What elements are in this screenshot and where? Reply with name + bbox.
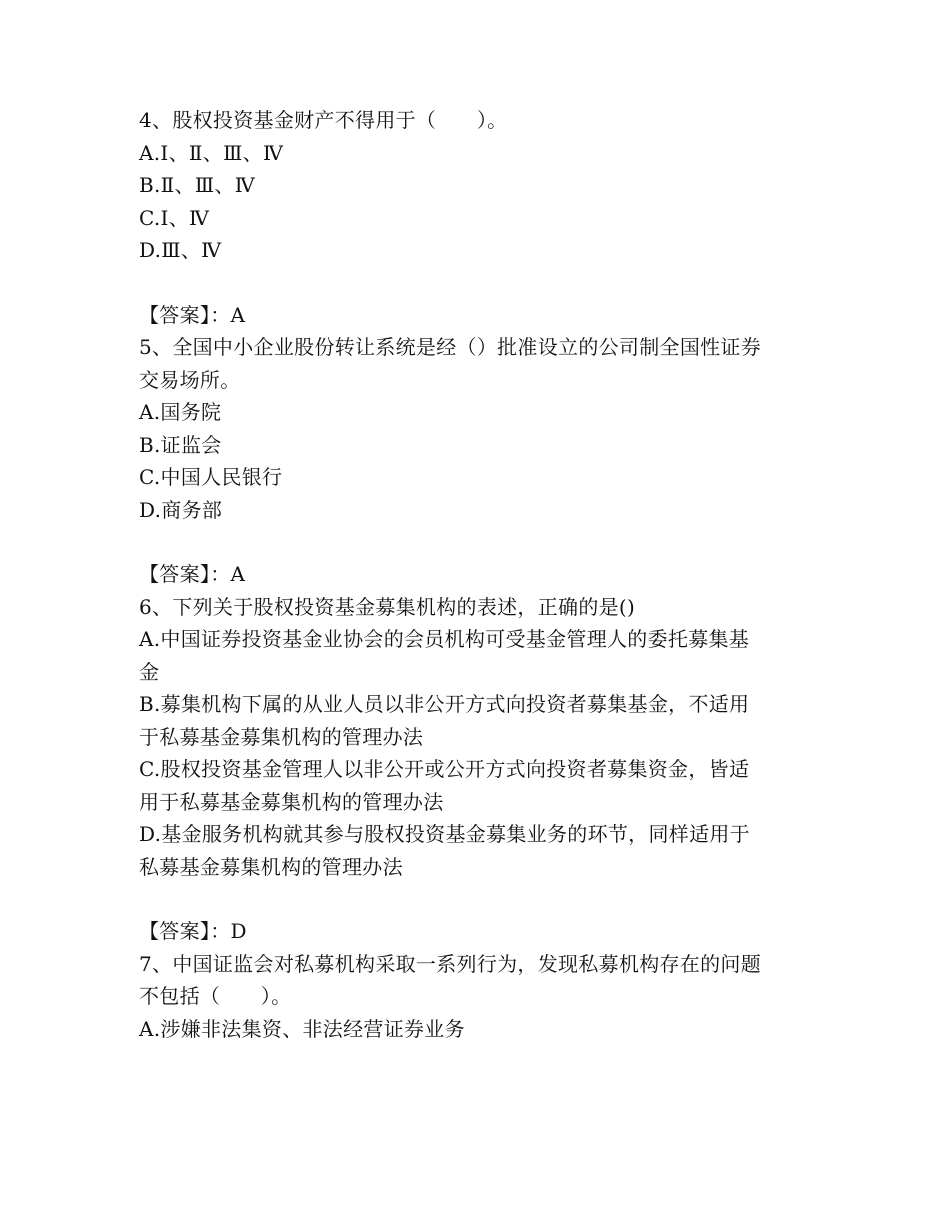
option-a: A.国务院 [139,400,222,424]
question-4 [139,104,819,331]
option-d: 私募基金募集机构的管理办法 [139,854,403,879]
option-d: D.基金服务机构就其参与股权投资基金募集业务的环节，同样适用于 [139,822,750,846]
option-d: D.商务部 [139,497,223,522]
option-c: C.股权投资基金管理人以非公开或公开方式向投资者募集资金，皆适 [139,757,750,781]
option-d: D.Ⅲ、Ⅳ [139,238,222,262]
answer-label: 【答案】：D [139,919,247,943]
question-stem: 7、中国证监会对私募机构采取一系列行为，发现私募机构存在的问题 [139,951,762,976]
option-a: A.中国证券投资基金业协会的会员机构可受基金管理人的委托募集基 [139,627,750,651]
option-c: 用于私募基金募集机构的管理办法 [139,789,444,814]
answer-label: 【答案】：A [139,562,246,586]
option-c: C.中国人民银行 [139,465,283,489]
question-6 [139,591,819,948]
option-a: A.Ⅰ、Ⅱ、Ⅲ、Ⅳ [139,140,284,165]
question-stem: 6、下列关于股权投资基金募集机构的表述，正确的是() [139,594,636,619]
option-b: B.证监会 [139,432,222,457]
question-7 [139,948,819,1046]
question-stem: 交易场所。 [139,367,241,392]
answer-label: 【答案】：A [139,302,246,327]
option-a: A.涉嫌非法集资、非法经营证券业务 [139,1016,465,1041]
option-b: B.Ⅱ、Ⅲ、Ⅳ [139,173,256,197]
question-stem: 不包括（ ）。 [139,984,292,1008]
question-stem: 4、股权投资基金财产不得用于（ ）。 [139,108,508,132]
option-b: B.募集机构下属的从业人员以非公开方式向投资者募集基金，不适用 [139,692,750,716]
question-5 [139,331,819,591]
document-page [139,104,819,1045]
option-a: 金 [139,659,160,684]
option-c: C.Ⅰ、Ⅳ [139,205,210,230]
option-b: 于私募基金募集机构的管理办法 [139,724,424,749]
question-stem: 5、全国中小企业股份转让系统是经（）批准设立的公司制全国性证券 [139,335,762,359]
